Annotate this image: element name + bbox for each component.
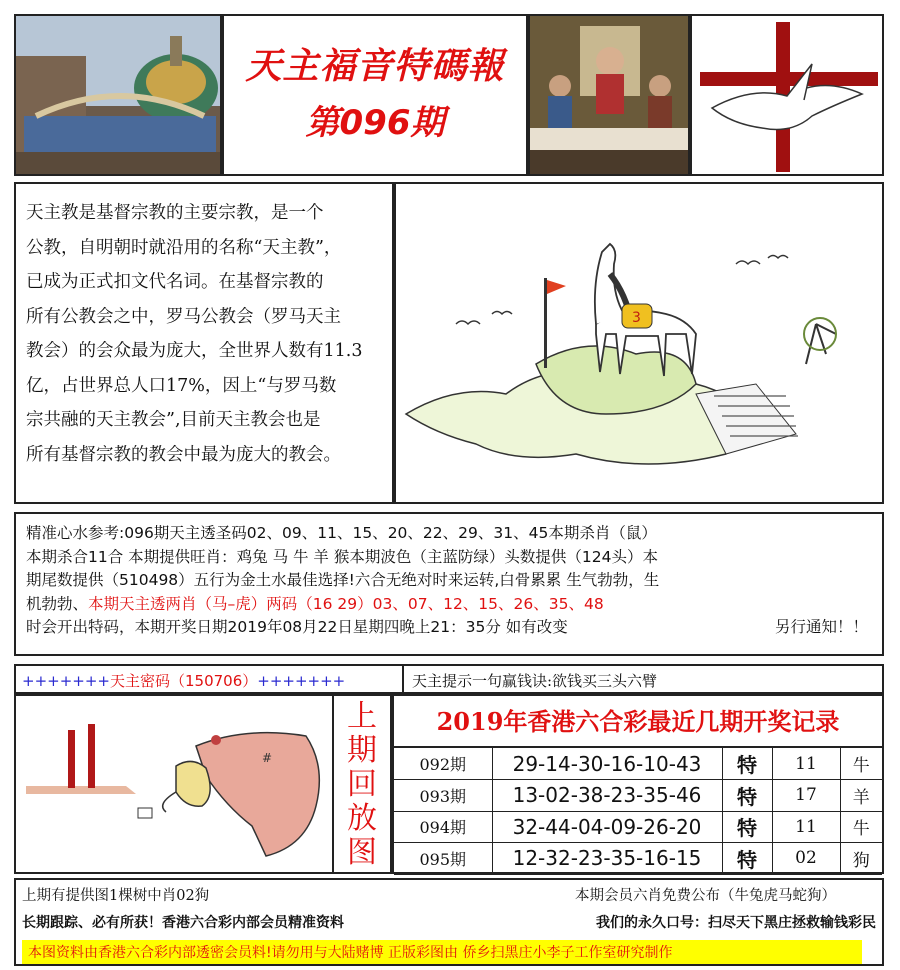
cathedral-photo (14, 14, 222, 176)
special-number-cell: 17 (772, 780, 840, 812)
replay-char: 期 (347, 733, 377, 768)
last-period-hint: 上期有提供图1棵树中肖02狗 (22, 888, 210, 904)
table-row (394, 811, 882, 843)
draw-date-text: 时会开出特码，本期开奖日期2019年08月22日星期四晚上21：35分 如有改变 (26, 618, 568, 636)
info-highlight-red: 本期天主透两肖（马–虎）两码（16 29）03、07、12、15、26、35、48 (88, 594, 604, 613)
replay-char: 图 (347, 835, 377, 870)
money-tip: 天主提示一句赢钱诀:欲钱买三头六臂 (402, 664, 884, 694)
intro-line: 已成为正式扣文代名词。在基督宗教的 (26, 272, 324, 292)
numbers-cell: 12-32-23-35-16-15 (492, 843, 722, 875)
period-cell: 092期 (394, 748, 492, 780)
period-cell: 093期 (394, 780, 492, 812)
replay-char: 回 (347, 767, 377, 802)
issue-number: 第096期 (305, 103, 445, 143)
replay-char: 放 (347, 801, 377, 836)
replay-char: 上 (347, 699, 377, 734)
special-number-cell: 11 (772, 811, 840, 843)
special-label-cell: 特 (722, 843, 772, 875)
results-table (394, 748, 882, 875)
zodiac-cell: 牛 (840, 811, 882, 843)
special-label-cell: 特 (722, 811, 772, 843)
info-line: 本期杀合11合 本期提供旺肖：鸡兔 马 牛 羊 猴本期波色（主蓝防绿）头数提供（124头）本 (26, 547, 658, 566)
intro-line: 宗共融的天主教会”,目前天主教会也是 (26, 410, 321, 430)
slogan-right: 我们的永久口号：扫尽天下黑庄拯救输钱彩民 (596, 915, 876, 931)
code-label: 天主密码（150706） (109, 672, 258, 690)
table-row (394, 748, 882, 780)
info-line: 期尾数提供（510498）五行为金土水最佳选择!六合无绝对时来运转,白骨累累 生气勃勃，生 (26, 571, 660, 589)
prediction-info (14, 512, 884, 656)
svg-text:#: # (262, 751, 273, 765)
newspaper-masthead (222, 14, 528, 176)
secret-code (14, 664, 402, 694)
special-label-cell: 特 (722, 748, 772, 780)
horse-illustration (394, 182, 884, 504)
disclaimer-banner: 本图资料由香港六合彩内部透密会员料!请勿用与大陆赌博 正版彩图由 侨乡扫黑庄小李子工作室研究制作 (22, 940, 862, 964)
numbers-cell: 29-14-30-16-10-43 (492, 748, 722, 780)
code-prefix: +++++++ (22, 672, 110, 690)
intro-article (14, 182, 394, 504)
info-line: 精准心水参考:096期天主透圣码02、09、11、15、20、22、29、31、45本期杀肖（鼠） (26, 524, 657, 542)
zodiac-cell: 羊 (840, 780, 882, 812)
notice-text: 另行通知！！ (774, 618, 868, 636)
intro-line: 所有公教会之中，罗马公教会（罗马天主 (26, 306, 341, 327)
numbers-cell: 13-02-38-23-35-46 (492, 780, 722, 812)
results-title: 2019年香港六合彩最近几期开奖记录 (394, 696, 882, 748)
info-line (26, 616, 872, 640)
intro-line: 亿，占世界总人口17%，因上“与罗马数 (26, 375, 337, 396)
cat-illustration (14, 694, 334, 874)
table-row (394, 843, 882, 875)
intro-line: 教会）的会众最为庞大，全世界人数有11.3 (26, 341, 363, 361)
intro-line: 所有基督宗教的教会中最为庞大的教会。 (26, 444, 341, 465)
zodiac-cell: 狗 (840, 843, 882, 875)
period-cell: 095期 (394, 843, 492, 875)
last-period-replay-label (334, 694, 392, 874)
zodiac-cell: 牛 (840, 748, 882, 780)
member-six-zodiac: 本期会员六肖免费公布（牛兔虎马蛇狗） (575, 888, 836, 904)
numbers-cell: 32-44-04-09-26-20 (492, 811, 722, 843)
period-cell: 094期 (394, 811, 492, 843)
last-supper-painting (528, 14, 690, 176)
slogan-left: 长期跟踪、必有所获！香港六合彩内部会员精准资料 (22, 915, 344, 931)
special-label-cell: 特 (722, 780, 772, 812)
special-number-cell: 02 (772, 843, 840, 875)
newspaper-title: 天主福音特碼報 (245, 46, 505, 87)
footer-row (22, 912, 876, 932)
cross-dove-emblem (690, 14, 884, 176)
code-suffix: +++++++ (257, 672, 346, 690)
footer-row (22, 884, 876, 905)
info-line-text: 机勃勃、 (26, 594, 89, 613)
intro-line: 公教，自明朝时就沿用的名称“天主教”， (26, 237, 342, 258)
draw-results-panel (392, 694, 884, 874)
footer (14, 878, 884, 966)
intro-line: 天主教是基督宗教的主要宗教，是一个 (26, 203, 324, 223)
special-number-cell: 11 (772, 748, 840, 780)
table-row (394, 780, 882, 812)
svg-text:3: 3 (632, 310, 641, 326)
info-line (26, 593, 872, 617)
